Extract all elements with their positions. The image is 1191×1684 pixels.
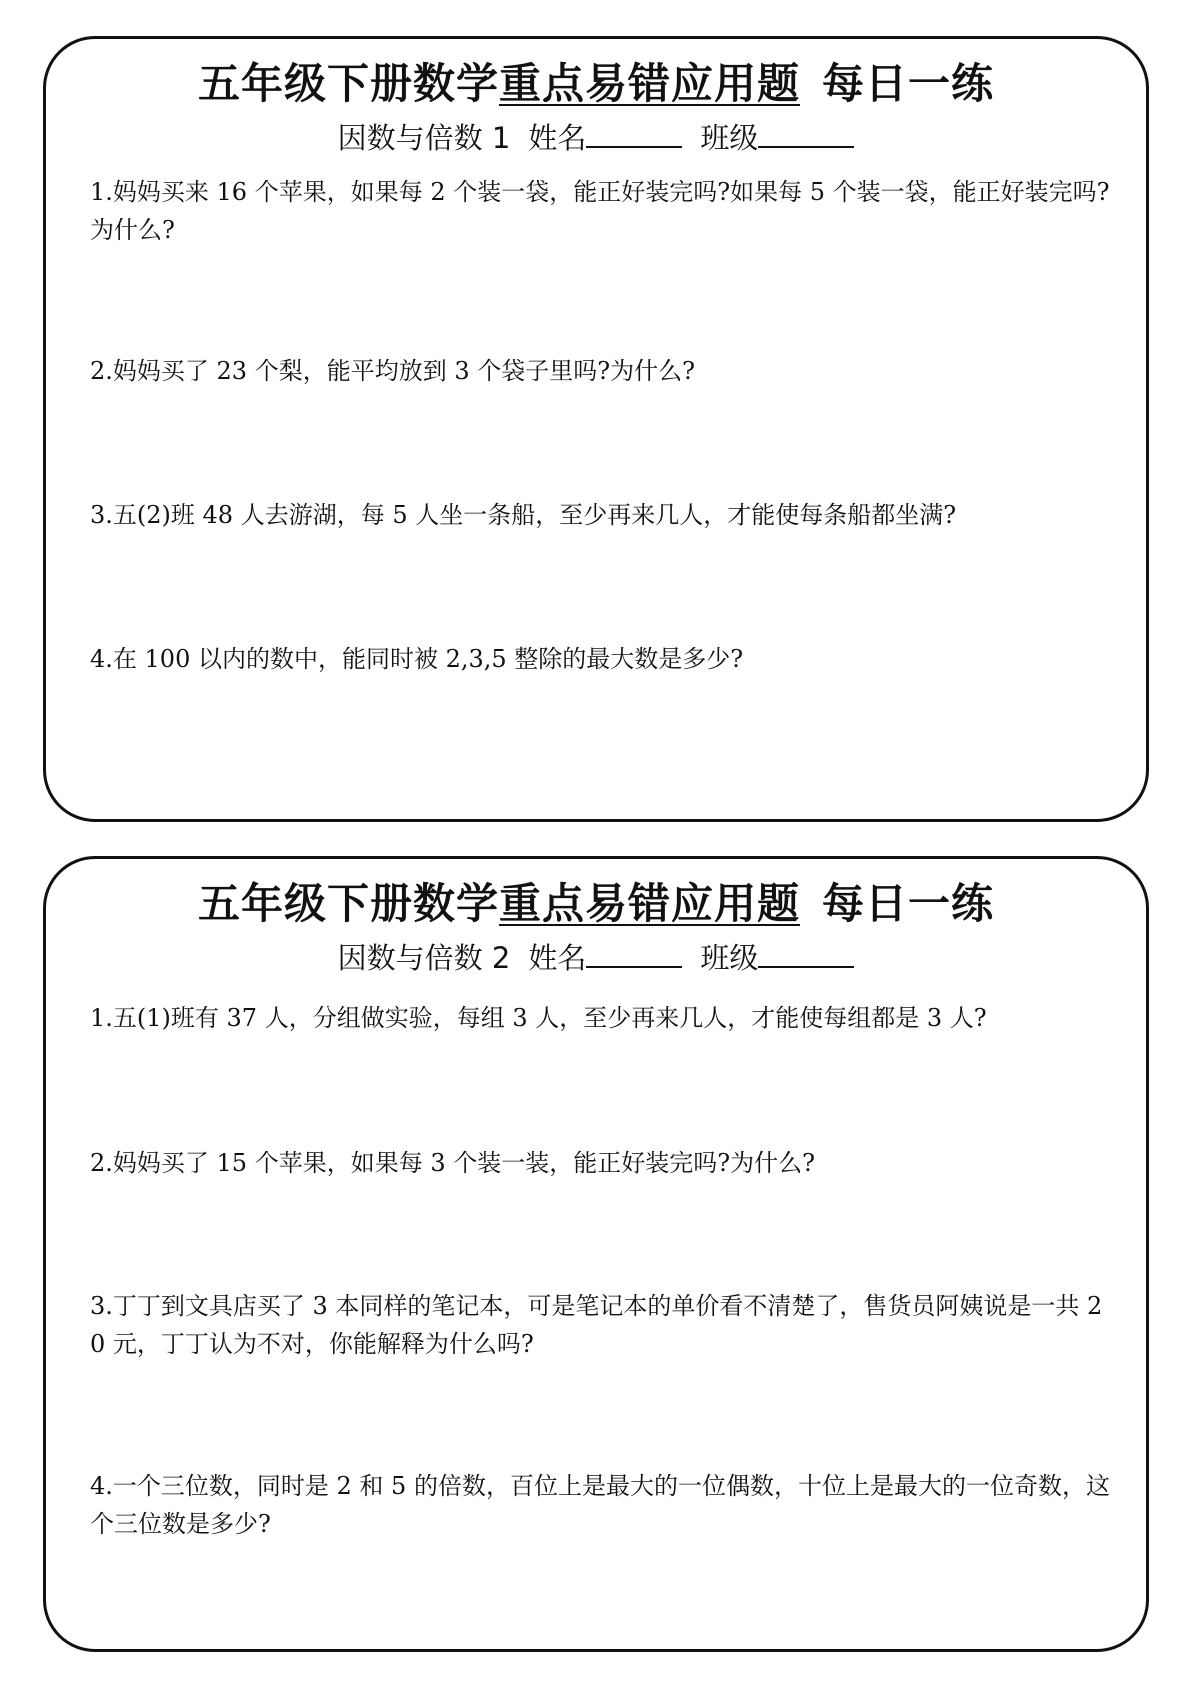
title-underlined: 重点易错应用题	[498, 879, 800, 928]
class-blank[interactable]	[758, 120, 854, 148]
question-4: 4.一个三位数，同时是 2 和 5 的倍数，百位上是最大的一位偶数，十位上是最大的一位奇数，这个三位数是多少?	[90, 1472, 1110, 1538]
title-suffix: 每日一练	[822, 879, 995, 928]
subtitle-topic: 因数与倍数 2	[337, 941, 511, 975]
question-3: 3.丁丁到文具店买了 3 本同样的笔记本，可是笔记本的单价看不清楚了，售货员阿姨说是一共 20 元，丁丁认为不对，你能解释为什么吗?	[90, 1292, 1103, 1358]
question-1: 1.五(1)班有 37 人，分组做实验，每组 3 人，至少再来几人，才能使每组都是 3 人?	[90, 1004, 987, 1032]
worksheet-card-2	[43, 856, 1149, 1652]
class-blank[interactable]	[758, 940, 854, 968]
question-4: 4.在 100 以内的数中，能同时被 2,3,5 整除的最大数是多少?	[90, 645, 744, 673]
question-3: 3.五(2)班 48 人去游湖，每 5 人坐一条船，至少再来几人，才能使每条船都坐满?	[90, 501, 957, 529]
worksheet-subtitle	[46, 119, 1146, 157]
name-label: 姓名	[528, 941, 587, 975]
worksheet-subtitle	[46, 939, 1146, 977]
title-underlined: 重点易错应用题	[498, 59, 800, 108]
question-2: 2.妈妈买了 15 个苹果，如果每 3 个装一装，能正好装完吗?为什么?	[90, 1149, 815, 1177]
name-blank[interactable]	[586, 120, 682, 148]
name-blank[interactable]	[586, 940, 682, 968]
question-1: 1.妈妈买来 16 个苹果，如果每 2 个装一袋，能正好装完吗?如果每 5 个装一袋，能正好装完吗?为什么?	[90, 178, 1110, 244]
class-label: 班级	[700, 121, 759, 155]
title-suffix: 每日一练	[822, 59, 995, 108]
question-2: 2.妈妈买了 23 个梨，能平均放到 3 个袋子里吗?为什么?	[90, 357, 695, 385]
worksheet-title	[46, 57, 1146, 111]
worksheet-title	[46, 877, 1146, 931]
worksheet-card-1	[43, 36, 1149, 822]
subtitle-topic: 因数与倍数 1	[337, 121, 511, 155]
title-prefix: 五年级下册数学	[197, 59, 499, 108]
title-prefix: 五年级下册数学	[197, 879, 499, 928]
class-label: 班级	[700, 941, 759, 975]
name-label: 姓名	[528, 121, 587, 155]
